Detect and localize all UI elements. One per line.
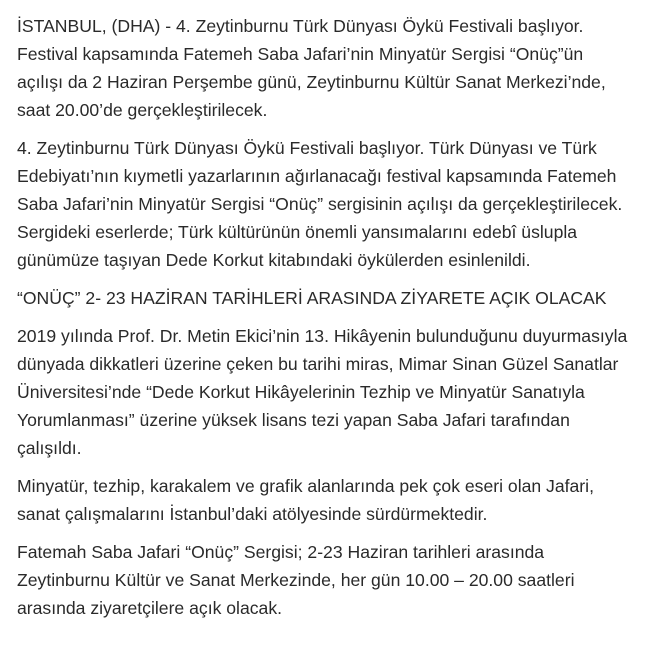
article-paragraph: 2019 yılında Prof. Dr. Metin Ekici’nin 13. Hikâyenin bulunduğunu duyurmasıyla dünyada dikkatleri üzerine çeken bu tarihi miras, Mimar Sinan Güzel Sanatlar Üniversitesi’nde “Dede Korkut Hikâyelerinin Tezhip ve Minyatür Sanatıyla Yorumlanması” üzerine yüksek lisans tezi yapan Saba Jafari tarafından çalışıldı. <box>17 326 628 458</box>
article-subheading: “ONÜÇ” 2- 23 HAZİRAN TARİHLERİ ARASINDA ZİYARETE AÇIK OLACAK <box>17 288 607 308</box>
article-paragraph: Fatemah Saba Jafari “Onüç” Sergisi; 2-23 Haziran tarihleri arasında Zeytinburnu Kültür ve Sanat Merkezinde, her gün 10.00 – 20.00 saatleri arasında ziyaretçilere açık olacak. <box>17 542 575 618</box>
article-paragraph: Minyatür, tezhip, karakalem ve grafik alanlarında pek çok eseri olan Jafari, sanat çalışmalarını İstanbul’daki atölyesinde sürdürmektedir. <box>17 476 594 524</box>
article-paragraph: 4. Zeytinburnu Türk Dünyası Öykü Festivali başlıyor. Türk Dünyası ve Türk Edebiyatı’nın kıymetli yazarlarının ağırlanacağı festival kapsamında Fatemeh Saba Jafari’nin Minyatür Sergisi “Onüç” sergisinin açılışı da gerçekleştirilecek. Sergideki eserlerde; Türk kültürünün önemli yansımalarını edebî üslupla günümüze taşıyan Dede Korkut kitabındaki öykülerden esinlenildi. <box>17 138 623 270</box>
article-paragraph-lead: İSTANBUL, (DHA) - 4. Zeytinburnu Türk Dünyası Öykü Festivali başlıyor. Festival kapsamında Fatemeh Saba Jafari’nin Minyatür Sergisi “Onüç”ün açılışı da 2 Haziran Perşembe günü, Zeytinburnu Kültür Sanat Merkezi’nde, saat 20.00’de gerçekleştirilecek. <box>17 16 606 120</box>
